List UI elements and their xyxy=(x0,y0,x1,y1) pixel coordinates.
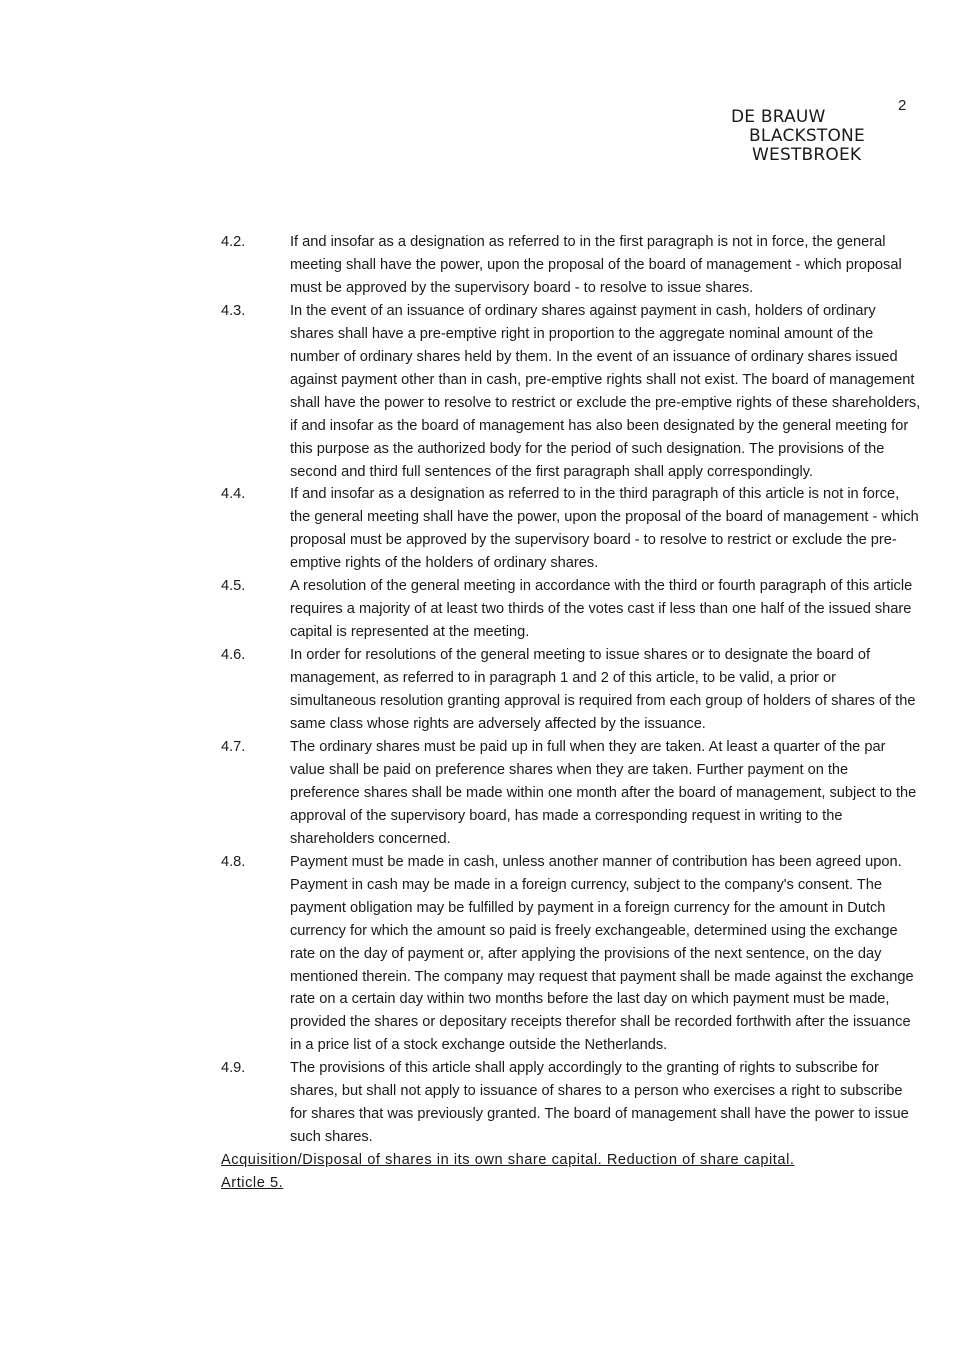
clause-text: Payment must be made in cash, unless another manner of contribution has been agreed upon. Payment in cash may be made in a foreign currency, subject to the company's consent. The payment obligation may be fulfilled by payment in a foreign currency for the amount in Dutch currency for which the amount so paid is freely exchangeable, determined using the exchange rate on the day of payment or, after applying the provisions of the next sentence, on the day mentioned therein. The company may request that payment shall be made against the exchange rate on a certain day within two months before the last day on which payment must be made, provided the shares or depositary receipts therefor shall be recorded forthwith after the issuance in a price list of a stock exchange outside the Netherlands. xyxy=(290,853,914,1054)
document-body xyxy=(221,231,921,1195)
clause-number: 4.8. xyxy=(221,853,246,870)
clause-4-9 xyxy=(221,1057,921,1149)
logo-line-1: DE BRAUW xyxy=(731,107,826,127)
clause-text: The provisions of this article shall apply accordingly to the granting of rights to subscribe for shares, but shall not apply to issuance of shares to a person who exercises a right to subscribe for shares that was previously granted. The board of management shall have the power to issue such shares. xyxy=(290,1060,909,1146)
clause-text: In order for resolutions of the general meeting to issue shares or to designate the board of management, as referred to in paragraph 1 and 2 of this article, to be valid, a prior or simultaneous resolution granting approval is required from each group of holders of shares of the same class whose rights are adversely affected by the issuance. xyxy=(290,647,916,733)
clause-4-7 xyxy=(221,736,921,851)
section-heading: Acquisition/Disposal of shares in its own share capital. Reduction of share capital. xyxy=(221,1152,795,1169)
clause-number: 4.2. xyxy=(221,234,246,250)
clause-text: The ordinary shares must be paid up in full when they are taken. At least a quarter of the par value shall be paid on preference shares when they are taken. Further payment on the preference shares shall be made within one month after the board of management, subject to the approval of the supervisory board, has made a corresponding request in writing to the shareholders concerned. xyxy=(290,738,917,847)
logo-line-2: BLACKSTONE xyxy=(749,126,865,146)
clause-4-3 xyxy=(221,300,921,484)
clause-number: 4.9. xyxy=(221,1060,246,1077)
clause-4-8 xyxy=(221,851,921,1058)
clause-4-6 xyxy=(221,644,921,736)
clause-4-4 xyxy=(221,483,921,575)
clause-number: 4.5. xyxy=(221,578,246,595)
clause-text: If and insofar as a designation as referred to in the first paragraph is not in force, the general meeting shall have the power, upon the proposal of the board of management - which proposal must be approved by the supervisory board - to resolve to issue shares. xyxy=(290,234,902,296)
clause-4-2 xyxy=(221,231,921,300)
clause-4-5 xyxy=(221,575,921,644)
logo-line-3: WESTBROEK xyxy=(752,145,862,165)
clause-number: 4.7. xyxy=(221,738,246,755)
firm-logo xyxy=(731,108,921,165)
page-number: 2 xyxy=(898,97,907,114)
clause-number: 4.3. xyxy=(221,302,246,319)
clause-number: 4.6. xyxy=(221,647,246,664)
clause-text: If and insofar as a designation as referred to in the third paragraph of this article is not in force, the general meeting shall have the power, upon the proposal of the board of management - which proposal must be approved by the supervisory board - to resolve to restrict or exclude the pre-emptive rights of the holders of ordinary shares. xyxy=(290,486,919,572)
clause-text: In the event of an issuance of ordinary shares against payment in cash, holders of ordinary shares shall have a pre-emptive right in proportion to the aggregate nominal amount of the number of ordinary shares held by them. In the event of an issuance of ordinary shares issued against payment other than in cash, pre-emptive rights shall not exist. The board of management shall have the power to resolve to restrict or exclude the pre-emptive rights of these shareholders, if and insofar as the board of management has also been designated by the general meeting for this purpose as the authorized body for the period of such designation. The provisions of the second and third full sentences of the first paragraph shall apply correspondingly. xyxy=(290,302,921,480)
article-heading: Article 5. xyxy=(221,1175,284,1192)
clause-number: 4.4. xyxy=(221,486,246,503)
clause-text: A resolution of the general meeting in accordance with the third or fourth paragraph of this article requires a majority of at least two thirds of the votes cast if less than one half of the issued share capital is represented at the meeting. xyxy=(290,578,913,641)
